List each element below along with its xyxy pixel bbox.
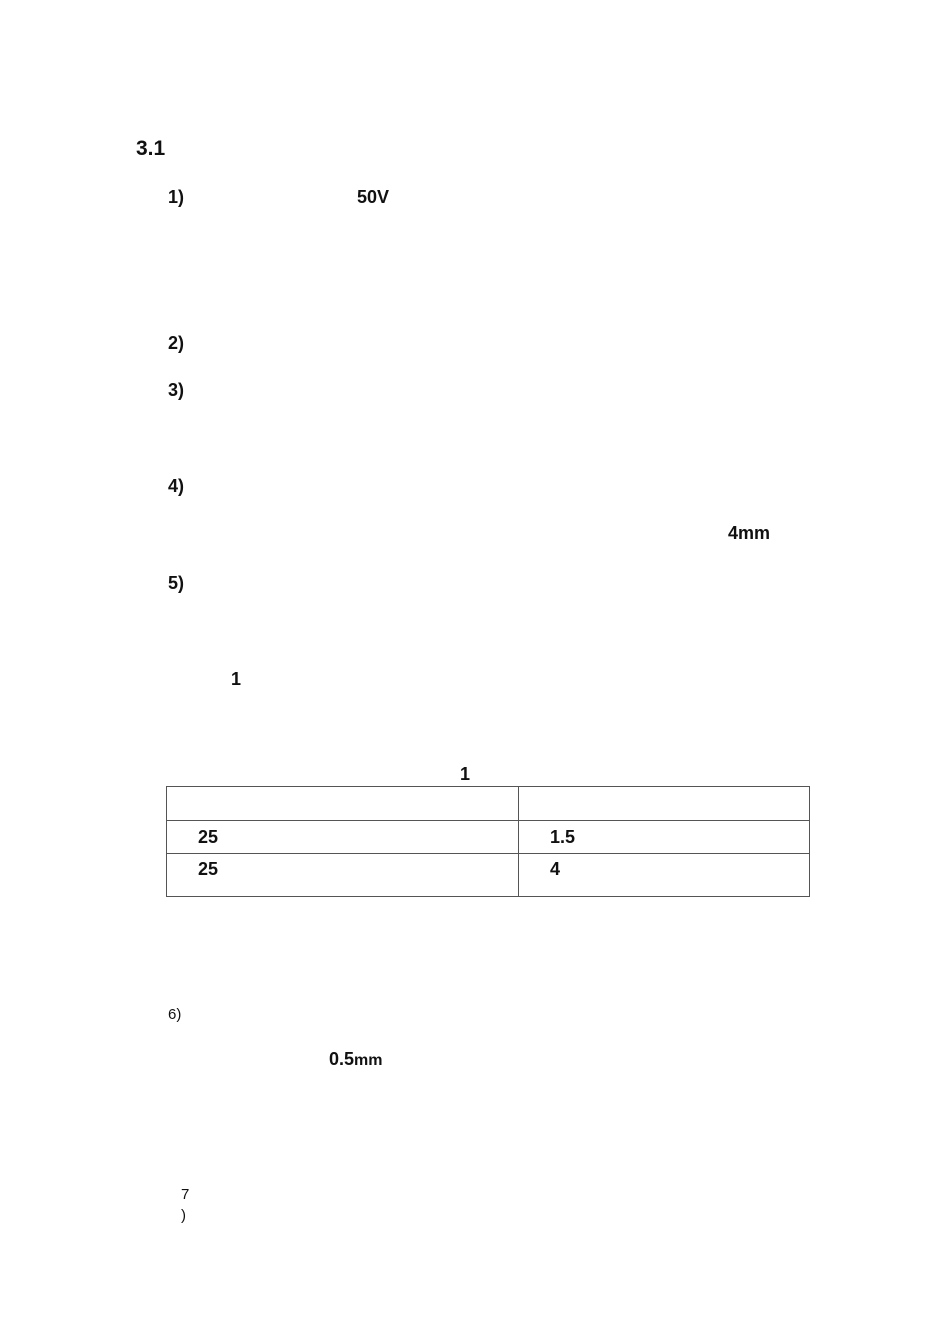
table-cell: 25 bbox=[167, 854, 519, 897]
item-1-marker: 1) bbox=[168, 187, 185, 207]
section-number: 3.1 bbox=[136, 137, 166, 160]
table-header-cell bbox=[167, 787, 519, 821]
data-table bbox=[166, 786, 810, 897]
item-2-marker: 2) bbox=[168, 333, 185, 353]
table-header-cell bbox=[519, 787, 810, 821]
item-5-marker: 5) bbox=[168, 573, 185, 593]
item-4-marker: 4) bbox=[168, 476, 185, 496]
item-6-thickness-number: 0.5 bbox=[329, 1049, 355, 1069]
item-7-marker-line1: 7 bbox=[181, 1186, 190, 1203]
table-row bbox=[167, 854, 810, 897]
table-cell: 4 bbox=[519, 854, 810, 897]
item-6-thickness-unit: mm bbox=[354, 1052, 383, 1069]
item-7-marker-line2: ) bbox=[181, 1207, 186, 1224]
table-caption: 1 bbox=[460, 764, 471, 784]
item-6-thickness-value bbox=[329, 1050, 382, 1069]
table-cell: 25 bbox=[167, 821, 519, 854]
item-4-size-value: 4mm bbox=[728, 523, 771, 543]
item-3-marker: 3) bbox=[168, 380, 185, 400]
item-6-marker: 6) bbox=[168, 1006, 182, 1023]
item-1-voltage-value: 50V bbox=[357, 187, 390, 207]
table-header-row bbox=[167, 787, 810, 821]
table-cell: 1.5 bbox=[519, 821, 810, 854]
item-5-table-reference: 1 bbox=[231, 669, 242, 689]
table-row bbox=[167, 821, 810, 854]
